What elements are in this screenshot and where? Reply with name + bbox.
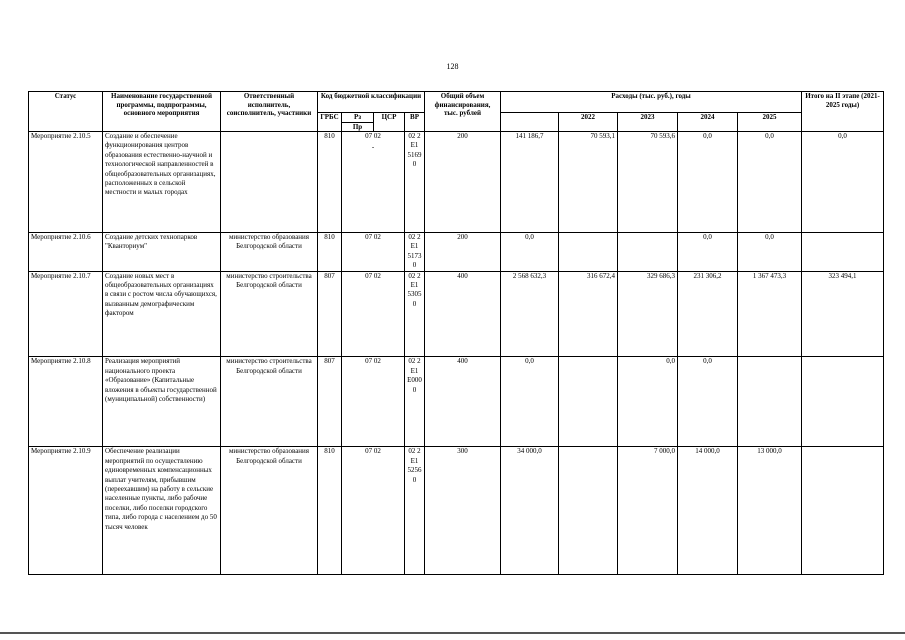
- cell-year-2024: 13 000,0: [738, 447, 802, 575]
- cell-year-2025: 0,0: [802, 132, 884, 233]
- page-number: 128: [446, 62, 459, 71]
- cell-csr: 02 2 E1 52560: [405, 447, 425, 575]
- cell-year-2023: 14 000,0: [678, 447, 738, 575]
- table-row: [29, 233, 884, 272]
- cell-total: 0,0: [501, 357, 559, 447]
- cell-year-2021: 316 672,4: [559, 271, 618, 357]
- cell-total: 0,0: [501, 233, 559, 272]
- cell-csr: 02 2 E1 53050: [405, 271, 425, 357]
- cell-vr: 400: [425, 271, 501, 357]
- header-name: Наименование государственной программы, подпрограммы, основного мероприятия: [103, 92, 221, 132]
- cell-vr: 200: [425, 132, 501, 233]
- cell-executor: министерство строительства Белгородской области: [221, 271, 318, 357]
- cell-grbs: 810: [318, 447, 342, 575]
- header-year-2021: [501, 113, 559, 132]
- cell-year-2022: 70 593,6: [618, 132, 678, 233]
- cell-year-2024: [738, 357, 802, 447]
- cell-year-2022: 0,0: [618, 357, 678, 447]
- cell-year-2021: [559, 357, 618, 447]
- cell-status: Мероприятие 2.10.7: [29, 271, 103, 357]
- cell-name: Реализация мероприятий национального проекта «Образование» (Капитальные вложения в объекты государственной (муниципальной) собственности): [103, 357, 221, 447]
- cell-rzpr: [342, 271, 405, 357]
- table-row: [29, 132, 884, 233]
- cell-year-2024: 0,0: [738, 132, 802, 233]
- cell-vr: 300: [425, 447, 501, 575]
- cell-status: Мероприятие 2.10.8: [29, 357, 103, 447]
- cell-executor: министерство образования Белгородской области: [221, 233, 318, 272]
- cell-rzpr-extra: -: [371, 143, 375, 152]
- cell-name: Создание детских технопарков "Кванториум": [103, 233, 221, 272]
- header-year-2022: 2022: [559, 113, 618, 132]
- cell-year-2021: 70 593,1: [559, 132, 618, 233]
- cell-year-2023: 0,0: [678, 357, 738, 447]
- header-executor: Ответственный исполнитель, соисполнитель, участники: [221, 92, 318, 132]
- cell-year-2025: [802, 233, 884, 272]
- scan-bottom-edge: [0, 632, 905, 634]
- cell-year-2023: 0,0: [678, 233, 738, 272]
- header-grbs: ГРБС: [318, 113, 342, 132]
- header-csr: ЦСР: [374, 113, 405, 132]
- cell-rzpr: [342, 447, 405, 575]
- header-year-2025: 2025: [738, 113, 802, 132]
- header-year-2024: 2024: [678, 113, 738, 132]
- table-row: [29, 447, 884, 575]
- cell-status: Мероприятие 2.10.6: [29, 233, 103, 272]
- cell-executor: министерство образования Белгородской области: [221, 447, 318, 575]
- budget-table: [28, 91, 884, 575]
- cell-year-2022: 7 000,0: [618, 447, 678, 575]
- cell-total: 141 186,7: [501, 132, 559, 233]
- cell-year-2024: 1 367 473,3: [738, 271, 802, 357]
- cell-status: Мероприятие 2.10.9: [29, 447, 103, 575]
- cell-name: Создание новых мест в общеобразовательных организациях в связи с ростом числа обучающихся, вызванным демографическим фактором: [103, 271, 221, 357]
- cell-year-2023: 231 306,2: [678, 271, 738, 357]
- cell-name: Обеспечение реализации мероприятий по осуществлению единовременных компенсационных выплат учителям, прибывшим (переехавшим) на работу в сельские населенные пункты, либо рабочие поселки, либо поселки городского типа, либо города с населением до 50 тысяч человек: [103, 447, 221, 575]
- cell-executor: [221, 132, 318, 233]
- cell-rzpr-value: 07 02: [365, 233, 381, 241]
- cell-year-2024: 0,0: [738, 233, 802, 272]
- table-row: [29, 271, 884, 357]
- cell-executor: министерство строительства Белгородской области: [221, 357, 318, 447]
- cell-rzpr: [342, 233, 405, 272]
- header-expenses: Расходы (тыс. руб.), годы: [501, 92, 802, 113]
- cell-rzpr-value: 07 02: [365, 271, 381, 280]
- header-vr: ВР: [405, 113, 425, 132]
- cell-csr: 02 2 E1 E0000: [405, 357, 425, 447]
- cell-grbs: 807: [318, 357, 342, 447]
- cell-csr: 02 2 E1 51690: [405, 132, 425, 233]
- header-year-2023: 2023: [618, 113, 678, 132]
- cell-year-2022: 329 686,3: [618, 271, 678, 357]
- header-stage-total: Итого на II этапе (2021-2025 годы): [802, 92, 884, 132]
- cell-grbs: 810: [318, 132, 342, 233]
- cell-year-2022: [618, 233, 678, 272]
- cell-status: Мероприятие 2.10.5: [29, 132, 103, 233]
- cell-vr: 200: [425, 233, 501, 272]
- cell-rzpr: [342, 357, 405, 447]
- cell-grbs: 810: [318, 233, 342, 272]
- cell-year-2023: 0,0: [678, 132, 738, 233]
- cell-vr: 400: [425, 357, 501, 447]
- cell-rzpr-value: 07 02: [365, 447, 381, 456]
- cell-rzpr-value: 07 02: [365, 357, 381, 366]
- cell-name: Создание и обеспечение функционирования центров образования естественно-научной и технологической направленностей в общеобразовательных организациях, расположенных в сельской местности и малых городах: [103, 132, 221, 233]
- cell-grbs: 807: [318, 271, 342, 357]
- cell-year-2025: [802, 357, 884, 447]
- header-status: Статус: [29, 92, 103, 132]
- cell-year-2025: [802, 447, 884, 575]
- header-total-financing: Общий объем финансирования, тыс. рублей: [425, 92, 501, 132]
- cell-csr: 02 2 E1 51730: [405, 233, 425, 272]
- cell-year-2025: 323 494,1: [802, 271, 884, 357]
- header-pr: Пр: [342, 122, 374, 132]
- cell-total: 2 568 632,3: [501, 271, 559, 357]
- header-budget-code: Код бюджетной классификации: [318, 92, 425, 113]
- cell-year-2021: [559, 447, 618, 575]
- cell-rzpr: [342, 132, 405, 233]
- cell-total: 34 000,0: [501, 447, 559, 575]
- table-row: [29, 357, 884, 447]
- header-rz: Рз: [342, 113, 374, 123]
- cell-rzpr-value: 07 02: [365, 132, 381, 140]
- cell-year-2021: [559, 233, 618, 272]
